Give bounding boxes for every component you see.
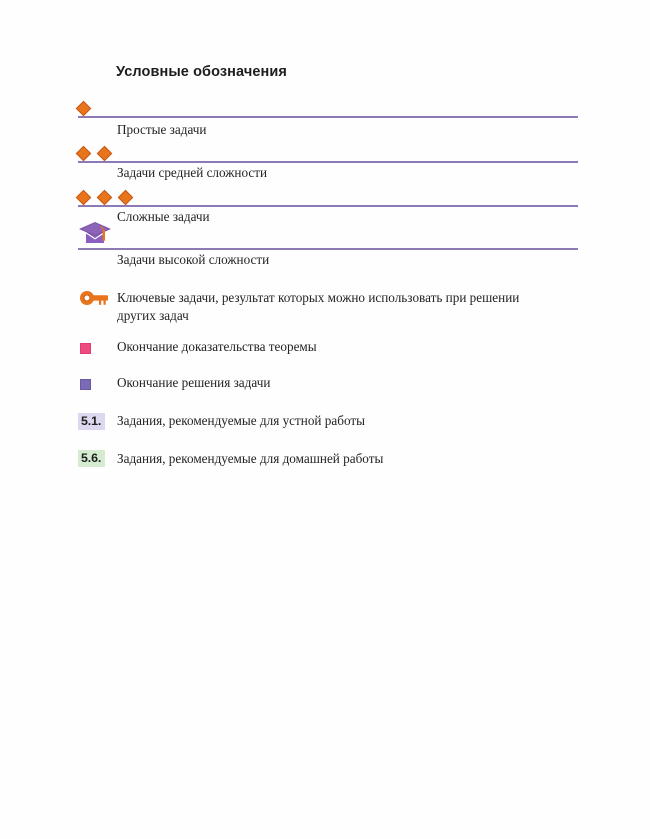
diamond-marker-group — [78, 192, 131, 203]
legend-label-home-work: Задания, рекомендуемые для домашней работы — [117, 451, 384, 466]
diamond-icon — [97, 146, 113, 162]
horizontal-rule — [78, 161, 578, 163]
legend-label-theorem-end: Окончание доказательства теоремы — [117, 339, 317, 354]
horizontal-rule — [78, 116, 578, 118]
purple-square-icon — [80, 379, 91, 390]
diamond-icon — [76, 146, 92, 162]
horizontal-rule — [78, 248, 578, 250]
legend-label-oral-work: Задания, рекомендуемые для устной работы — [117, 413, 365, 428]
diamond-icon — [76, 101, 92, 117]
key-icon — [79, 289, 111, 307]
legend-label-very-hard: Задачи высокой сложности — [117, 252, 270, 267]
badge-oral-work: 5.1. — [78, 413, 105, 430]
legend-label-medium: Задачи средней сложности — [117, 165, 268, 180]
page-title: Условные обозначения — [116, 64, 287, 80]
diamond-icon — [97, 190, 113, 206]
diamond-marker-group — [78, 103, 89, 114]
horizontal-rule — [78, 205, 578, 207]
legend-label-simple: Простые задачи — [117, 122, 207, 137]
legend-label-solution-end: Окончание решения задачи — [117, 375, 271, 390]
legend-label-key-tasks: Ключевые задачи, результат которых можно использовать при решении других задач — [117, 290, 520, 324]
diamond-marker-group — [78, 148, 110, 159]
pink-square-icon — [80, 343, 91, 354]
badge-home-work: 5.6. — [78, 450, 105, 467]
legend-label-hard: Сложные задачи — [117, 209, 210, 224]
diamond-icon — [76, 190, 92, 206]
graduation-cap-icon — [79, 220, 115, 246]
diamond-icon — [118, 190, 134, 206]
